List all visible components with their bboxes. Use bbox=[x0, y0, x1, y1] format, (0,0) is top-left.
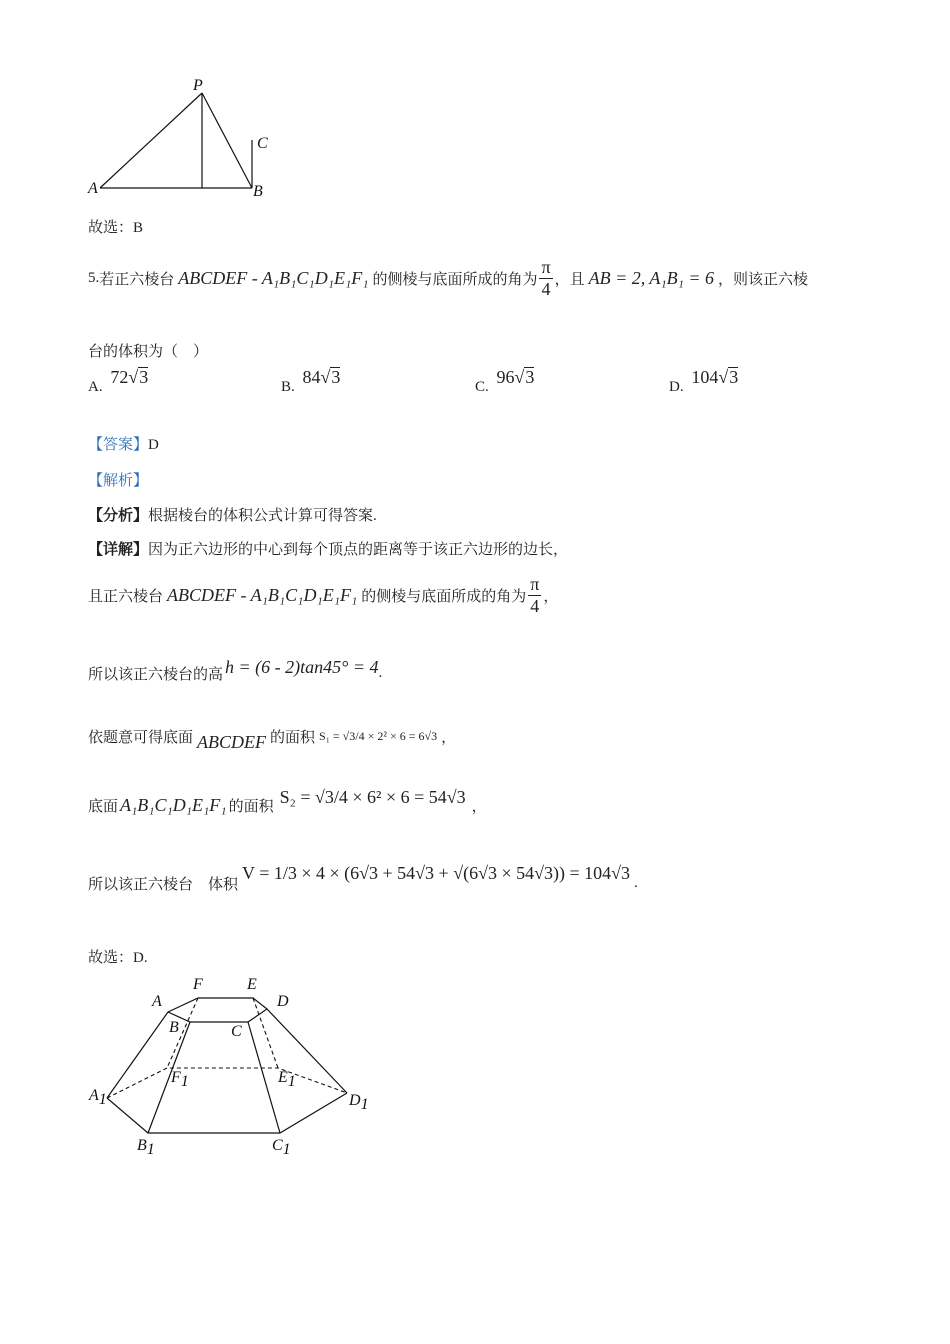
question-text: 若正六棱台 bbox=[99, 271, 175, 288]
label-P: P bbox=[193, 77, 203, 94]
question-number: 5. bbox=[88, 269, 100, 286]
condition: AB = 2, A₁B₁ = 6 bbox=[588, 267, 715, 288]
question-text: ，则该正六棱 bbox=[718, 271, 809, 288]
question-text: ，且 bbox=[554, 271, 585, 288]
label-B1: B1 bbox=[137, 1137, 155, 1158]
label-A: A bbox=[152, 993, 162, 1010]
fenxi-line: 【分析】根据棱台的体积公式计算可得答案. bbox=[88, 508, 377, 524]
label-E1: E1 bbox=[278, 1069, 296, 1090]
figure-frustum bbox=[85, 970, 385, 1160]
label-B: B bbox=[169, 1019, 179, 1036]
label-C: C bbox=[231, 1023, 242, 1040]
label-A1: A1 bbox=[89, 1087, 107, 1108]
solution-line-e: 所以该正六棱台 体积 V = 1/3 × 4 × (6√3 + 54√3 + √(6√3 × 54√3)) = 104√3 . bbox=[88, 862, 638, 893]
option-a: A. 72√3 bbox=[88, 367, 149, 395]
label-B: B bbox=[253, 183, 263, 200]
analysis-tag: 【解析】 bbox=[88, 473, 149, 489]
xiangjie-line: 【详解】因为正六边形的中心到每个顶点的距离等于该正六边形的边长， bbox=[88, 542, 569, 558]
figure-triangle bbox=[80, 70, 280, 205]
label-D1: D1 bbox=[349, 1092, 369, 1113]
option-d: D. 104√3 bbox=[669, 367, 739, 395]
option-c: C. 96√3 bbox=[475, 367, 535, 395]
label-A: A bbox=[88, 180, 98, 197]
answer-line: 【答案】D bbox=[88, 437, 159, 453]
solution-line-d: 底面 A₁B₁C₁D₁E₁F₁ 的面积 S₂ = √3/4 × 6² × 6 = 54√3 ， bbox=[88, 786, 487, 815]
question-line-2: 台的体积为（ ） bbox=[88, 344, 209, 360]
prev-answer: 故选：B bbox=[88, 220, 144, 236]
label-C: C bbox=[257, 135, 268, 152]
angle-fraction: $\frac{\pi}{4}$ bbox=[541, 256, 551, 299]
question-line-1 bbox=[88, 253, 808, 303]
label-C1: C1 bbox=[272, 1137, 291, 1158]
label-E: E bbox=[247, 976, 257, 993]
solution-line-a: 且正六棱台 ABCDEF - A₁B₁C₁D₁E₁F₁ 的侧棱与底面所成的角为 $\frac{\pi}{4}$ ， bbox=[88, 573, 559, 616]
question-text: 的侧棱与底面所成的角为 bbox=[372, 271, 538, 288]
label-F1: F1 bbox=[171, 1069, 189, 1090]
label-F: F bbox=[193, 976, 203, 993]
solution-line-c: 依题意可得底面 ABCDEF 的面积 S₁ = √3/4 × 2² × 6 = 6√3 ， bbox=[88, 728, 457, 752]
option-b: B. 84√3 bbox=[281, 367, 341, 395]
solution-line-b: 所以该正六棱台的高 h = (6 - 2)tan45° = 4 . bbox=[88, 656, 383, 683]
final-answer: 故选：D. bbox=[88, 950, 148, 966]
label-D: D bbox=[277, 993, 289, 1010]
solid-name: ABCDEF - A₁B₁C₁D₁E₁F₁ bbox=[178, 267, 369, 288]
